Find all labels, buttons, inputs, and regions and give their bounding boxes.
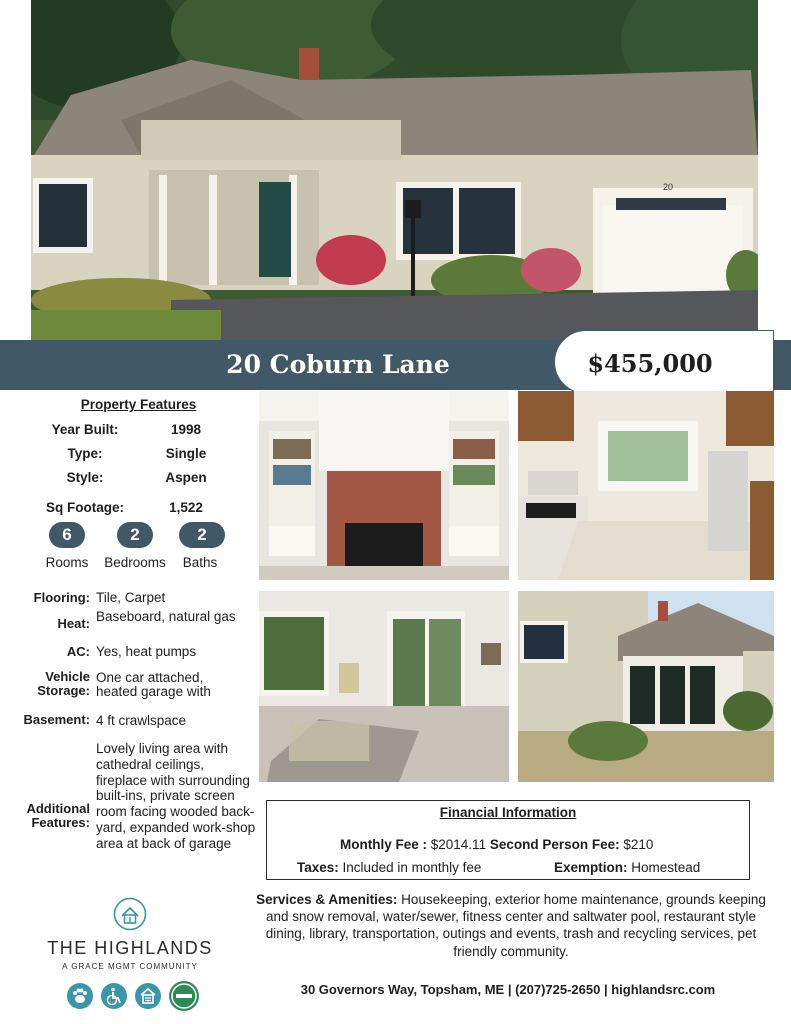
property-features-heading: Property Features [80, 397, 197, 412]
ac-value: Yes, heat pumps [96, 644, 197, 659]
sq-footage-value: 1,522 [169, 500, 203, 515]
listing-price: $455,000 [587, 349, 713, 378]
style-label: Style: [66, 470, 104, 485]
type-label: Type: [67, 446, 103, 461]
rooms-label: Rooms [45, 555, 89, 570]
taxes-label: Taxes: [297, 860, 339, 875]
kitchen-photo [518, 391, 774, 580]
heat-label: Heat: [57, 616, 90, 631]
flooring-value: Tile, Carpet [96, 590, 166, 605]
wheelchair-icon [101, 983, 127, 1009]
paw-icon [67, 983, 93, 1009]
taxes-value: Included in monthly fee [342, 860, 482, 875]
type-value: Single [165, 446, 207, 461]
baths-count: 2 [179, 522, 225, 548]
rooms-count: 6 [49, 522, 85, 548]
backyard-illustration [518, 591, 774, 782]
financial-info-box [266, 800, 750, 880]
style-value: Aspen [165, 470, 207, 485]
additional-features-label: Additional Features: [26, 801, 90, 830]
highlands-logo-icon [113, 897, 147, 931]
vehicle-storage-label: Vehicle Storage: [37, 669, 90, 698]
heat-value: Baseboard, natural gas [96, 609, 236, 624]
ac-label: AC: [66, 644, 90, 659]
equal-housing-icon [135, 983, 161, 1009]
listing-address: 20 Coburn Lane [226, 350, 450, 379]
exemption-label: Exemption: [554, 860, 628, 875]
living-room-fireplace-photo [259, 391, 509, 580]
taxes-line [297, 859, 481, 877]
services-text: Housekeeping, exterior home maintenance, grounds keeping and snow removal, water/sewer, fitness center and saltwater pool, restaurant style dining, library, transportation, outings and events, trash and recycling services, pet friendly community. [265, 892, 766, 959]
brand-tagline: A GRACE MGMT COMMUNITY [62, 962, 198, 971]
monthly-fee-label: Monthly Fee : [340, 837, 427, 852]
house-number: 20 [663, 182, 674, 192]
backyard-photo [518, 591, 774, 782]
brand-name: THE HIGHLANDS [47, 938, 213, 958]
services-amenities [246, 891, 776, 960]
second-person-fee-label: Second Person Fee: [489, 837, 620, 852]
fireplace-illustration [259, 391, 509, 580]
monthly-fee-value: $2014.11 [430, 837, 487, 852]
flooring-label: Flooring: [33, 590, 90, 605]
certification-seal-icon [169, 981, 199, 1011]
house-exterior-illustration [31, 0, 758, 340]
screen-room-photo [259, 591, 509, 782]
contact-info: 30 Governors Way, Topsham, ME | (207)725-2650 | highlandsrc.com [300, 982, 716, 997]
baths-label: Baths [182, 555, 218, 570]
second-person-fee-value: $210 [623, 837, 654, 852]
year-built-value: 1998 [170, 422, 202, 437]
year-built-label: Year Built: [51, 422, 119, 437]
house-exterior-photo [31, 0, 758, 340]
basement-value: 4 ft crawlspace [96, 713, 187, 728]
financial-info-heading: Financial Information [439, 805, 577, 820]
screen-room-illustration [259, 591, 509, 782]
exemption-value: Homestead [631, 860, 701, 875]
additional-features-value: Lovely living area with cathedral ceilings, fireplace with surrounding built-ins, private screen room facing wooded back-yard, expanded work-shop area at back of garage [96, 741, 256, 851]
basement-label: Basement: [23, 712, 90, 727]
bedrooms-count: 2 [117, 522, 153, 548]
kitchen-illustration [518, 391, 774, 580]
monthly-fee-line [340, 836, 653, 854]
exemption-line [554, 859, 700, 877]
vehicle-storage-value: One car attached, heated garage with [96, 670, 211, 699]
sq-footage-label: Sq Footage: [46, 500, 124, 515]
services-label: Services & Amenities: [256, 892, 398, 907]
bedrooms-label: Bedrooms [104, 555, 166, 570]
